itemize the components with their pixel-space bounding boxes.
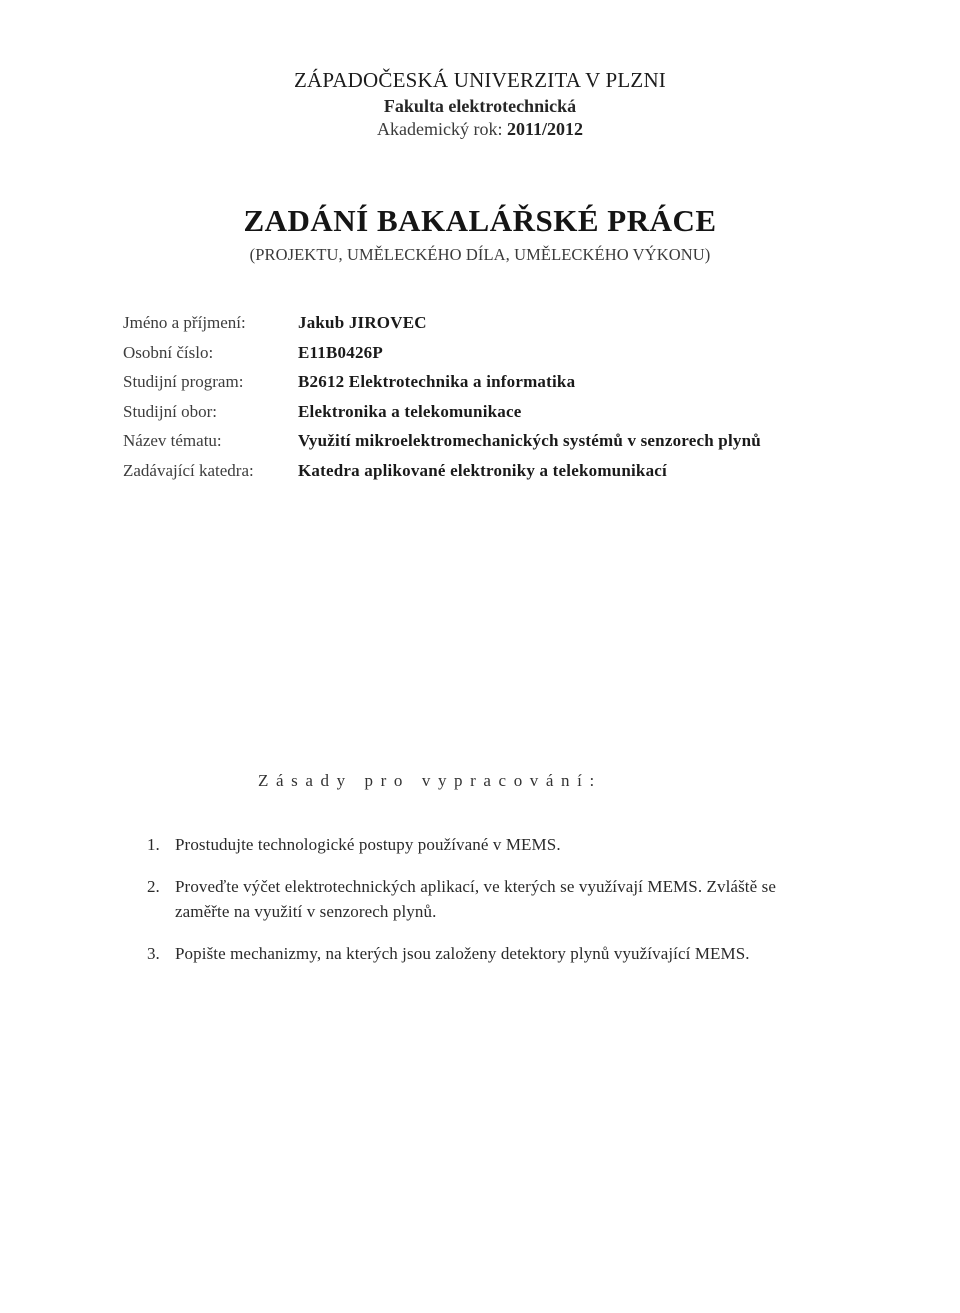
info-row-personal-number <box>123 343 761 373</box>
university-name: ZÁPADOČESKÁ UNIVERZITA V PLZNI <box>293 68 667 92</box>
info-value: Jakub JIROVEC <box>298 313 427 332</box>
item-line: zaměřte na využití v senzorech plynů. <box>175 902 437 921</box>
list-item <box>147 832 887 857</box>
academic-year-value: 2011/2012 <box>506 119 583 139</box>
item-number: 2. <box>147 877 160 896</box>
info-row-study-field <box>123 402 761 432</box>
info-row-department <box>123 461 761 491</box>
list-item <box>147 874 887 924</box>
info-label: Název tématu: <box>123 431 222 450</box>
info-label: Studijní obor: <box>123 401 217 421</box>
info-label: Jméno a příjmení: <box>123 313 246 332</box>
info-row-study-program <box>123 372 761 402</box>
info-value: E11B0426P <box>298 342 383 362</box>
faculty-name: Fakulta elektrotechnická <box>383 96 577 116</box>
info-value: Elektronika a telekomunikace <box>298 401 522 421</box>
principles-list <box>147 832 887 983</box>
item-text <box>175 874 887 924</box>
info-row-name <box>123 313 761 343</box>
info-value: Katedra aplikované elektroniky a telekomunikací <box>298 460 667 480</box>
academic-year-label: Akademický rok: <box>377 119 503 139</box>
item-number: 3. <box>147 944 160 963</box>
list-item <box>147 941 887 966</box>
info-label: Zadávající katedra: <box>123 460 254 480</box>
item-line: Popište mechanizmy, na kterých jsou založeny detektory plynů využívající MEMS. <box>175 944 750 963</box>
student-info-table <box>123 313 761 490</box>
item-line: Prostudujte technologické postupy používané v MEMS. <box>175 835 561 854</box>
principles-heading: Zásady pro vypracování: <box>258 771 602 790</box>
info-value: B2612 Elektrotechnika a informatika <box>298 372 576 391</box>
document-subtitle: (PROJEKTU, UMĚLECKÉHO DÍLA, UMĚLECKÉHO VÝKONU) <box>249 245 711 264</box>
info-label: Studijní program: <box>123 372 244 391</box>
item-number: 1. <box>147 835 160 854</box>
academic-year <box>0 119 960 140</box>
item-text <box>175 832 887 857</box>
item-text <box>175 941 887 966</box>
document-title: ZADÁNÍ BAKALÁŘSKÉ PRÁCE <box>243 203 717 238</box>
info-row-topic <box>123 431 761 461</box>
info-label: Osobní číslo: <box>123 342 214 362</box>
info-value: Využití mikroelektromechanických systémů v senzorech plynů <box>298 431 761 450</box>
item-line: Proveďte výčet elektrotechnických aplikací, ve kterých se využívají MEMS. Zvláště se <box>175 877 776 896</box>
